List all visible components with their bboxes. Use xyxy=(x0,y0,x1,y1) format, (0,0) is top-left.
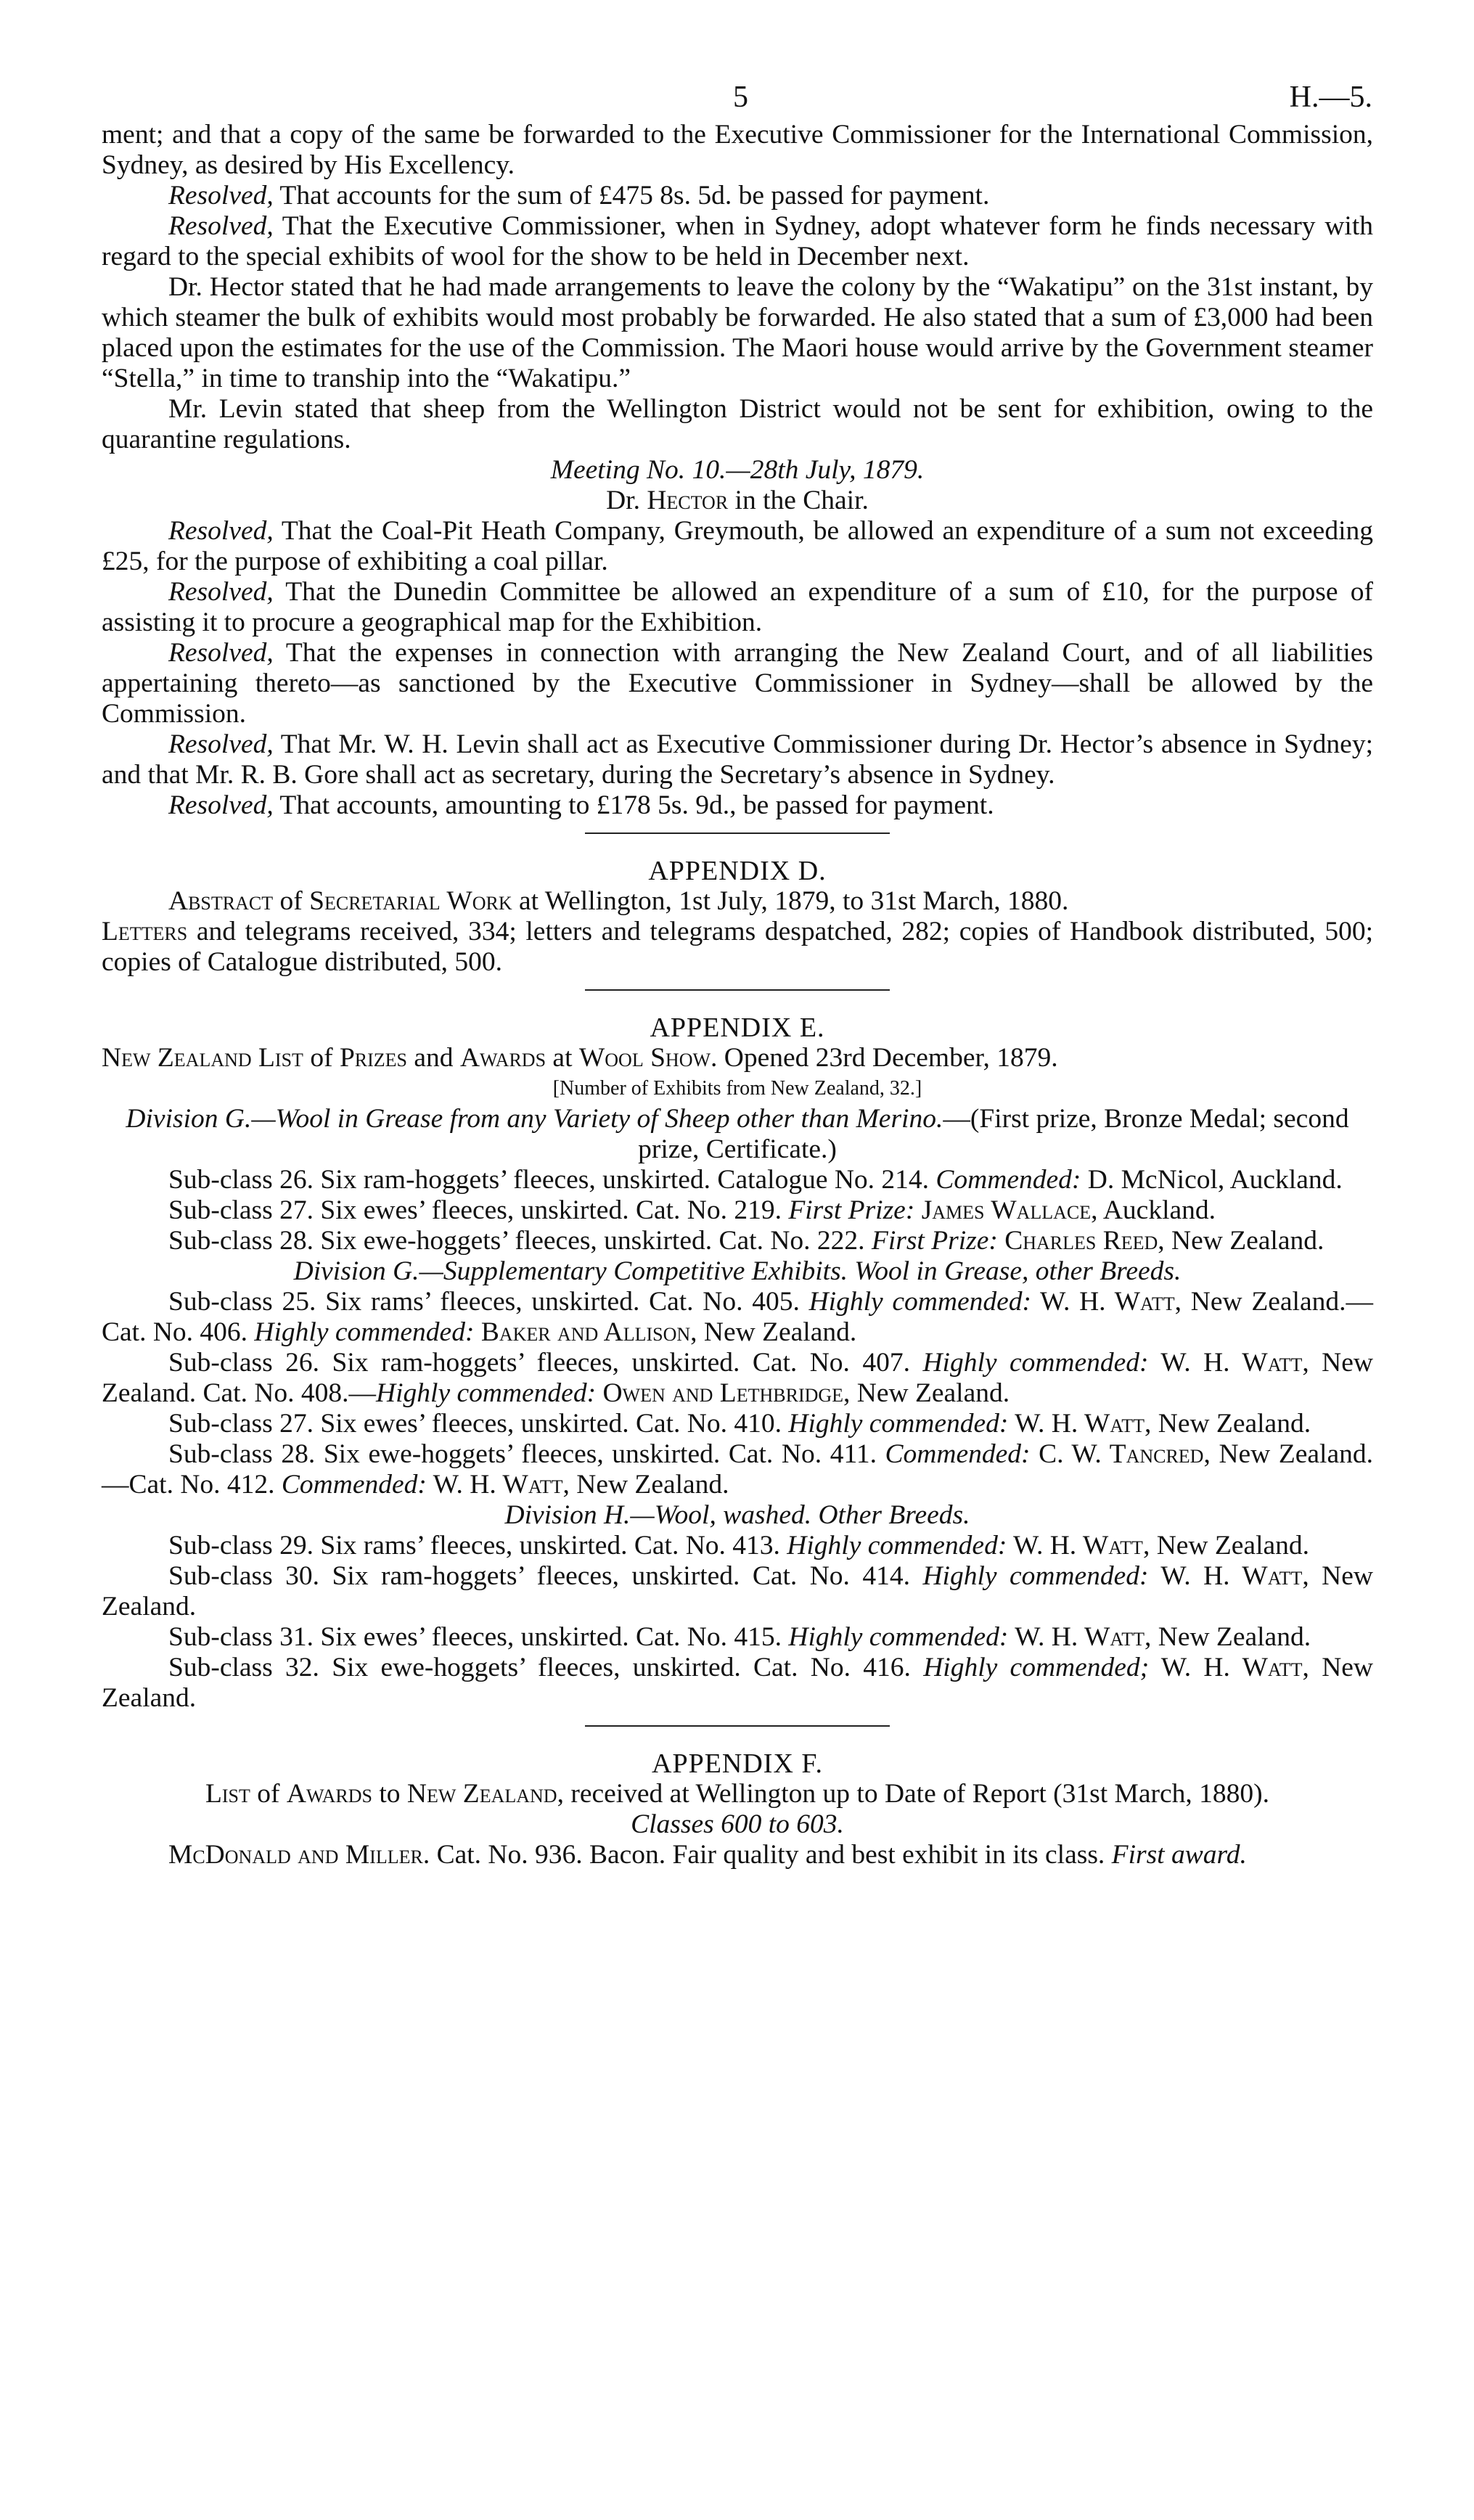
document-reference: H.—5. xyxy=(1289,81,1372,114)
resolution: Resolved, That the Coal-Pit Heath Company, Greymouth, be allowed an expenditure of a sum not exceeding £25, for the purpose of exhibiting a coal pillar. xyxy=(102,516,1373,576)
appendix-e-title: APPENDIX E. xyxy=(650,1012,825,1043)
subclass-entry: Sub-class 26. Six ram-hoggets’ fleeces, unskirted. Cat. No. 407. Highly commended: W. H. Watt, New Zealand. Cat. No. 408.—Highly commended: Owen and Lethbridge, New Zealand. xyxy=(102,1348,1373,1408)
award-entry: McDonald and Miller. Cat. No. 936. Bacon. Fair quality and best exhibit in its class. First award. xyxy=(168,1840,1247,1870)
resolution: Resolved, That the Dunedin Committee be allowed an expenditure of a sum of £10, for the purpose of assisting it to procure a geographical map for the Exhibition. xyxy=(102,577,1373,637)
subclass-entry: Sub-class 30. Six ram-hoggets’ fleeces, unskirted. Cat. No. 414. Highly commended: W. H. Watt, New Zealand. xyxy=(102,1561,1373,1621)
resolution: Resolved, That the expenses in connection with arranging the New Zealand Court, and of all liabilities appertaining thereto—as sanctioned by the Executive Commissioner in Sydney—shall be allowed by the Commission. xyxy=(102,638,1373,729)
appendix-d-abstract: Abstract of Secretarial Work at Wellington, 1st July, 1879, to 31st March, 1880. xyxy=(168,886,1069,916)
subclass-entry: Sub-class 28. Six ewe-hoggets’ fleeces, unskirted. Cat. No. 222. First Prize: Charles Reed, New Zealand. xyxy=(168,1226,1324,1256)
page-body xyxy=(102,120,1373,1870)
subclass-entry: Sub-class 32. Six ewe-hoggets’ fleeces, unskirted. Cat. No. 416. Highly commended; W. H. Watt, New Zealand. xyxy=(102,1653,1374,1713)
resolution: Resolved, That Mr. W. H. Levin shall act as Executive Commissioner during Dr. Hector’s absence in Sydney; and that Mr. R. B. Gore shall act as secretary, during the Secretary’s absence in Sydney. xyxy=(102,729,1373,790)
appendix-e-intro: New Zealand List of Prizes and Awards at Wool Show. Opened 23rd December, 1879. xyxy=(102,1043,1058,1073)
subclass-entry: Sub-class 27. Six ewes’ fleeces, unskirted. Cat. No. 219. First Prize: James Wallace, Auckland. xyxy=(168,1195,1216,1225)
exhibit-count-note: [Number of Exhibits from New Zealand, 32.] xyxy=(552,1077,922,1100)
division-heading: Division H.—Wool, washed. Other Breeds. xyxy=(504,1500,970,1530)
division-heading: Division G.—Supplementary Competitive Exhibits. Wool in Grease, other Breeds. xyxy=(293,1256,1182,1286)
subclass-entry: Sub-class 29. Six rams’ fleeces, unskirted. Cat. No. 413. Highly commended: W. H. Watt, New Zealand. xyxy=(168,1531,1310,1560)
section-divider xyxy=(585,832,890,834)
subclass-entry: Sub-class 25. Six rams’ fleeces, unskirted. Cat. No. 405. Highly commended: W. H. Watt, New Zealand.—Cat. No. 406. Highly commended: Baker and Allison, New Zealand. xyxy=(102,1287,1373,1347)
subclass-entry: Sub-class 28. Six ewe-hoggets’ fleeces, unskirted. Cat. No. 411. Commended: C. W. Tancred, New Zealand.—Cat. No. 412. Commended: W. H. Watt, New Zealand. xyxy=(102,1439,1373,1500)
paragraph: Resolved, That the Executive Commissioner, when in Sydney, adopt whatever form he finds necessary with regard to the special exhibits of wool for the show to be held in December next. xyxy=(102,211,1373,271)
classes-heading: Classes 600 to 603. xyxy=(631,1809,844,1839)
appendix-d-letters: Letters and telegrams received, 334; letters and telegrams despatched, 282; copies of Handbook distributed, 500; copies of Catalogue distributed, 500. xyxy=(102,917,1373,977)
appendix-f-title: APPENDIX F. xyxy=(652,1748,823,1779)
page-number: 5 xyxy=(733,81,748,114)
section-divider xyxy=(585,989,890,991)
meeting-heading: Meeting No. 10.—28th July, 1879. xyxy=(550,455,925,485)
paragraph: Dr. Hector stated that he had made arrangements to leave the colony by the “Wakatipu” on the 31st instant, by which steamer the bulk of exhibits would most probably be forwarded. He also stated that a sum of £3,000 had been placed upon the estimates for the use of the Commission. The Maori house would arrive by the Government steamer “Stella,” in time to tranship into the “Wakatipu.” xyxy=(102,272,1373,393)
subclass-entry: Sub-class 26. Six ram-hoggets’ fleeces, unskirted. Catalogue No. 214. Commended: D. McNicol, Auckland. xyxy=(168,1165,1343,1195)
chair-line: Dr. Hector in the Chair. xyxy=(606,486,869,515)
appendix-f-intro: List of Awards to New Zealand, received at Wellington up to Date of Report (31st March, 1880). xyxy=(205,1779,1270,1809)
paragraph: Resolved, That accounts for the sum of £475 8s. 5d. be passed for payment. xyxy=(168,181,990,210)
resolution: Resolved, That accounts, amounting to £178 5s. 9d., be passed for payment. xyxy=(168,790,994,820)
subclass-entry: Sub-class 27. Six ewes’ fleeces, unskirted. Cat. No. 410. Highly commended: W. H. Watt, New Zealand. xyxy=(168,1409,1311,1439)
division-heading: Division G.—Wool in Grease from any Variety of Sheep other than Merino.—(First prize, Bronze Medal; second prize, Certificate.) xyxy=(126,1104,1349,1164)
appendix-d-title: APPENDIX D. xyxy=(648,856,827,886)
paragraph: ment; and that a copy of the same be forwarded to the Executive Commissioner for the International Commission, Sydney, as desired by His Excellency. xyxy=(102,120,1373,180)
paragraph: Mr. Levin stated that sheep from the Wellington District would not be sent for exhibition, owing to the quarantine regulations. xyxy=(102,394,1373,454)
section-divider xyxy=(585,1725,890,1727)
subclass-entry: Sub-class 31. Six ewes’ fleeces, unskirted. Cat. No. 415. Highly commended: W. H. Watt, New Zealand. xyxy=(168,1622,1311,1652)
